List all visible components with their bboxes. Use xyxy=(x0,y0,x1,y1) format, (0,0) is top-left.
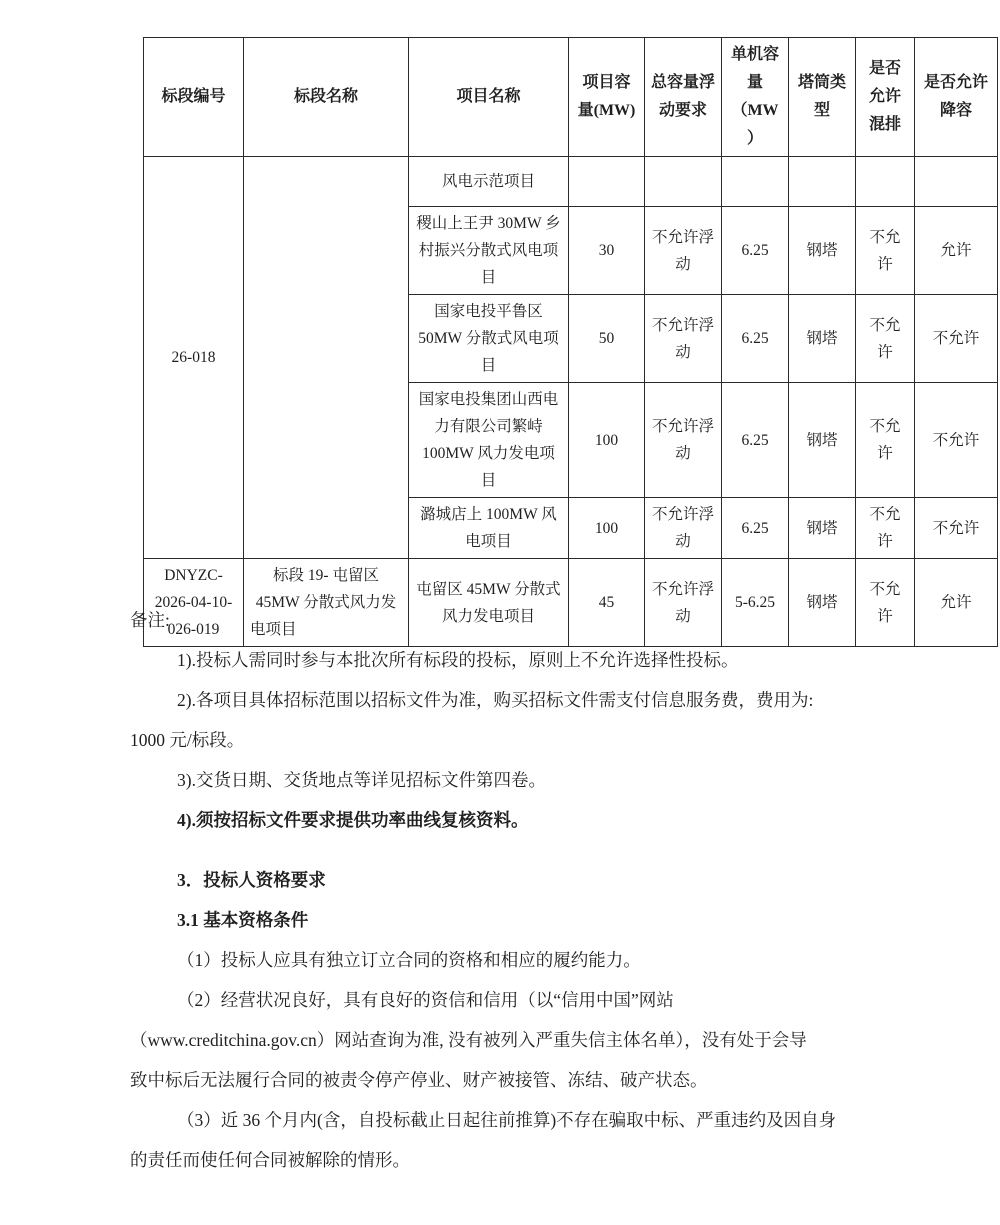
cell-float-requirement: 不允许浮动 xyxy=(645,559,722,647)
cell-project-name: 国家电投平鲁区 50MW 分散式风电项目 xyxy=(409,295,569,383)
cell-float-requirement: 不允许浮动 xyxy=(645,498,722,559)
col-header-unit-capacity: 单机容量（MW） xyxy=(722,38,789,157)
qualification-clause-3-continued: 的责任而使任何合同被解除的情形。 xyxy=(130,1150,410,1170)
cell-float-requirement: 不允许浮动 xyxy=(645,207,722,295)
cell-project-capacity: 100 xyxy=(569,383,645,498)
qualification-heading: 3．投标人资格要求 xyxy=(177,870,326,890)
table-header-row xyxy=(144,38,998,157)
cell-allow-mix: 不允许 xyxy=(856,295,915,383)
cell-unit-capacity: 6.25 xyxy=(722,383,789,498)
cell-allow-mix: 不允许 xyxy=(856,498,915,559)
cell-section-name xyxy=(244,157,409,559)
qualification-sub-heading: 3.1 基本资格条件 xyxy=(177,910,309,930)
col-header-project-capacity: 项目容量(MW) xyxy=(569,38,645,157)
cell-project-name: 风电示范项目 xyxy=(409,157,569,207)
cell-project-name: 稷山上王尹 30MW 乡村振兴分散式风电项目 xyxy=(409,207,569,295)
col-header-section-no: 标段编号 xyxy=(144,38,244,157)
cell-project-name: 国家电投集团山西电力有限公司繁峙 100MW 风力发电项目 xyxy=(409,383,569,498)
cell-project-capacity xyxy=(569,157,645,207)
cell-float-requirement: 不允许浮动 xyxy=(645,383,722,498)
qualification-clause-2: （2）经营状况良好，具有良好的资信和信用（以“信用中国”网站 xyxy=(177,990,674,1010)
tender-sections-table xyxy=(143,37,998,647)
cell-project-name: 屯留区 45MW 分散式风力发电项目 xyxy=(409,559,569,647)
col-header-float-requirement: 总容量浮动要求 xyxy=(645,38,722,157)
note-line-3: 3).交货日期、交货地点等详见招标文件第四卷。 xyxy=(177,770,546,790)
cell-allow-derate: 允许 xyxy=(915,207,998,295)
col-header-allow-mix: 是否允许混排 xyxy=(856,38,915,157)
notes-section xyxy=(130,600,960,1180)
cell-unit-capacity: 6.25 xyxy=(722,207,789,295)
cell-allow-derate: 不允许 xyxy=(915,498,998,559)
table-row xyxy=(144,157,998,207)
cell-section-no: DNYZC-2026-04-10-026-019 xyxy=(144,559,244,647)
note-line-4: 4).须按招标文件要求提供功率曲线复核资料。 xyxy=(177,810,529,830)
cell-project-capacity: 50 xyxy=(569,295,645,383)
note-line-1: 1).投标人需同时参与本批次所有标段的投标，原则上不允许选择性投标。 xyxy=(177,650,739,670)
qualification-clause-2-continued: （www.creditchina.gov.cn）网站查询为准, 没有被列入严重失信主体名单），没有处于会导 xyxy=(130,1030,807,1050)
cell-allow-mix: 不允许 xyxy=(856,559,915,647)
cell-unit-capacity: 6.25 xyxy=(722,498,789,559)
cell-tower-type xyxy=(789,157,856,207)
cell-unit-capacity: 5-6.25 xyxy=(722,559,789,647)
cell-allow-mix: 不允许 xyxy=(856,207,915,295)
cell-tower-type: 钢塔 xyxy=(789,295,856,383)
cell-unit-capacity xyxy=(722,157,789,207)
col-header-allow-derate: 是否允许降容 xyxy=(915,38,998,157)
notes-label: 备注: xyxy=(130,610,170,630)
cell-tower-type: 钢塔 xyxy=(789,559,856,647)
cell-float-requirement xyxy=(645,157,722,207)
col-header-tower-type: 塔筒类型 xyxy=(789,38,856,157)
cell-section-name: 标段 19- 屯留区 45MW 分散式风力发电项目 xyxy=(244,559,409,647)
cell-project-capacity: 100 xyxy=(569,498,645,559)
cell-section-no: 26-018 xyxy=(144,157,244,559)
cell-project-name: 潞城店上 100MW 风电项目 xyxy=(409,498,569,559)
cell-allow-derate: 允许 xyxy=(915,559,998,647)
cell-allow-mix xyxy=(856,157,915,207)
cell-unit-capacity: 6.25 xyxy=(722,295,789,383)
cell-tower-type: 钢塔 xyxy=(789,498,856,559)
qualification-clause-1: （1）投标人应具有独立订立合同的资格和相应的履约能力。 xyxy=(177,950,641,970)
cell-project-capacity: 45 xyxy=(569,559,645,647)
cell-allow-derate xyxy=(915,157,998,207)
note-line-2-continued: 1000 元/标段。 xyxy=(130,730,245,750)
cell-tower-type: 钢塔 xyxy=(789,207,856,295)
cell-project-capacity: 30 xyxy=(569,207,645,295)
col-header-project-name: 项目名称 xyxy=(409,38,569,157)
cell-tower-type: 钢塔 xyxy=(789,383,856,498)
cell-allow-derate: 不允许 xyxy=(915,383,998,498)
col-header-section-name: 标段名称 xyxy=(244,38,409,157)
cell-float-requirement: 不允许浮动 xyxy=(645,295,722,383)
qualification-clause-3: （3）近 36 个月内(含，自投标截止日起往前推算)不存在骗取中标、严重违约及因自身 xyxy=(177,1110,837,1130)
cell-allow-derate: 不允许 xyxy=(915,295,998,383)
note-line-2: 2).各项目具体招标范围以招标文件为准，购买招标文件需支付信息服务费，费用为: xyxy=(177,690,814,710)
qualification-clause-2-continued: 致中标后无法履行合同的被责令停产停业、财产被接管、冻结、破产状态。 xyxy=(130,1070,708,1090)
cell-allow-mix: 不允许 xyxy=(856,383,915,498)
